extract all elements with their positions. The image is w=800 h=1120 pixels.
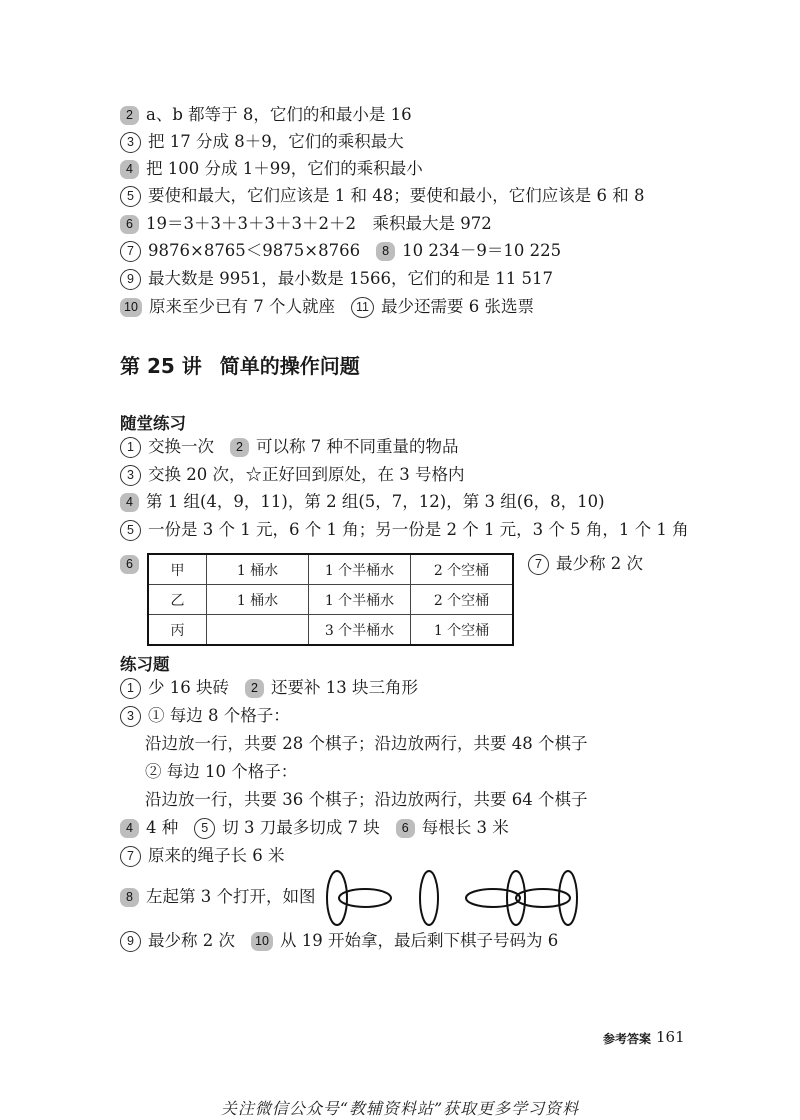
item-number: 10 <box>120 298 142 317</box>
table-cell: 2 个空桶 <box>411 554 514 585</box>
answer-line <box>120 240 561 262</box>
answer-text: 交换一次 <box>148 437 214 456</box>
answer-text: 每边 10 个格子： <box>166 762 298 781</box>
table-cell: 1 桶水 <box>207 554 309 585</box>
sub-number: ① <box>148 706 165 725</box>
answer-line <box>120 886 316 908</box>
answer-line <box>120 131 404 153</box>
rings-diagram <box>325 868 587 928</box>
table-cell: 1 个空桶 <box>411 615 514 646</box>
answer-text: 把 17 分成 8＋9，它们的乘积最大 <box>148 132 404 151</box>
answer-line <box>120 817 509 839</box>
bucket-table <box>147 553 514 646</box>
item-number: 2 <box>120 106 139 125</box>
section-heading: 练习题 <box>120 655 170 674</box>
answer-line <box>528 553 643 575</box>
answer-text: 沿边放一行，共要 36 个棋子；沿边放两行，共要 64 个棋子 <box>145 790 588 809</box>
answer-text: 每边 8 个格子： <box>169 706 290 725</box>
answer-text: 最少称 2 次 <box>148 931 235 950</box>
item-number: 1 <box>120 437 141 458</box>
item-number: 4 <box>120 819 139 838</box>
item-number: 3 <box>120 132 141 153</box>
answer-text: 原来的绳子长 6 米 <box>148 846 285 865</box>
ring-vertical <box>327 871 347 925</box>
answer-line <box>120 436 459 458</box>
answer-text: 最少称 2 次 <box>556 554 643 573</box>
item-number: 6 <box>120 555 139 574</box>
answer-text: 沿边放一行，共要 28 个棋子；沿边放两行，共要 48 个棋子 <box>145 734 588 753</box>
answer-text: 19＝3＋3＋3＋3＋3＋2＋2 乘积最大是 972 <box>146 214 492 233</box>
item-number: 7 <box>528 554 549 575</box>
answer-text: 从 19 开始拿，最后剩下棋子号码为 6 <box>280 931 559 950</box>
ring-horizontal <box>466 889 520 907</box>
answer-text: 最大数是 9951，最小数是 1566，它们的和是 11 517 <box>148 269 553 288</box>
answer-line <box>120 158 423 180</box>
table-cell: 1 个半桶水 <box>309 554 411 585</box>
table-cell: 2 个空桶 <box>411 585 514 615</box>
item-number: 9 <box>120 269 141 290</box>
item-number: 6 <box>396 819 415 838</box>
item-number: 8 <box>120 888 139 907</box>
table-cell: 1 个半桶水 <box>309 585 411 615</box>
answer-line <box>145 761 297 783</box>
item-number: 10 <box>251 932 273 951</box>
answer-line <box>120 185 644 207</box>
item-number: 11 <box>351 297 374 318</box>
item-number: 3 <box>120 706 141 727</box>
item-number: 9 <box>120 931 141 952</box>
answer-text: 切 3 刀最多切成 7 块 <box>222 818 380 837</box>
item-number: 5 <box>120 520 141 541</box>
answer-line <box>120 677 418 699</box>
answer-text: 9876×8765＜9875×8766 <box>148 241 361 260</box>
item-number: 2 <box>230 438 249 457</box>
page-number: 161 <box>656 1028 685 1046</box>
answer-text: 10 234－9＝10 225 <box>402 241 562 260</box>
table-cell: 乙 <box>148 585 207 615</box>
answer-text: 每根长 3 米 <box>421 818 509 837</box>
answer-line <box>120 296 534 318</box>
answer-text: 可以称 7 种不同重量的物品 <box>256 437 459 456</box>
item-number: 3 <box>120 465 141 486</box>
table-cell <box>207 615 309 646</box>
answer-text: 还要补 13 块三角形 <box>271 678 418 697</box>
footer-label: 参考答案 <box>603 1032 652 1046</box>
item-number: 1 <box>120 678 141 699</box>
watermark-text: 关注微信公众号“教辅资料站”获取更多学习资料 <box>220 1099 580 1118</box>
answer-text: 要使和最大，它们应该是 1 和 48；要使和最小，它们应该是 6 和 8 <box>148 186 645 205</box>
table-cell: 1 桶水 <box>207 585 309 615</box>
ring-open <box>420 871 438 925</box>
item-number: 5 <box>120 186 141 207</box>
ring-vertical <box>559 871 577 925</box>
answer-text: 一份是 3 个 1 元，6 个 1 角；另一份是 2 个 1 元，3 个 5 角，1 个 1 角 <box>148 520 689 539</box>
answer-text: 把 100 分成 1＋99，它们的乘积最小 <box>146 159 423 178</box>
item-number: 7 <box>120 846 141 867</box>
lecture-heading <box>120 350 360 379</box>
answer-line <box>120 213 492 235</box>
answer-line <box>120 104 412 126</box>
answer-text: 少 16 块砖 <box>148 678 229 697</box>
answer-line <box>120 845 285 867</box>
sub-number: ② <box>145 762 162 781</box>
item-number: 5 <box>194 818 215 839</box>
item-number: 8 <box>376 242 395 261</box>
answer-text: 交换 20 次，☆正好回到原处，在 3 号格内 <box>148 465 465 484</box>
answer-text: 原来至少已有 7 个人就座 <box>149 297 335 316</box>
answer-line <box>120 553 146 575</box>
answer-line <box>120 705 290 727</box>
answer-text: 左起第 3 个打开，如图 <box>146 887 316 906</box>
table-cell: 丙 <box>148 615 207 646</box>
item-number: 4 <box>120 160 139 179</box>
answer-text: 第 1 组(4，9，11)，第 2 组(5，7，12)，第 3 组(6，8，10) <box>146 492 605 511</box>
table-cell: 甲 <box>148 554 207 585</box>
answer-line <box>120 930 558 952</box>
table-cell: 3 个半桶水 <box>309 615 411 646</box>
table-row <box>148 615 513 646</box>
answer-text: 4 种 <box>146 818 179 837</box>
lecture-label: 第 25 讲 <box>120 354 202 378</box>
section-heading: 随堂练习 <box>120 414 186 433</box>
answer-line <box>120 519 689 541</box>
answer-text: 最少还需要 6 张选票 <box>381 297 534 316</box>
table-row <box>148 554 513 585</box>
item-number: 4 <box>120 493 139 512</box>
item-number: 2 <box>245 679 264 698</box>
item-number: 6 <box>120 215 139 234</box>
answer-line <box>120 491 605 513</box>
table-row <box>148 585 513 615</box>
answer-line <box>120 464 464 486</box>
item-number: 7 <box>120 241 141 262</box>
answer-text: a、b 都等于 8，它们的和最小是 16 <box>146 105 412 124</box>
lecture-title: 简单的操作问题 <box>219 354 360 378</box>
answer-line <box>120 268 553 290</box>
